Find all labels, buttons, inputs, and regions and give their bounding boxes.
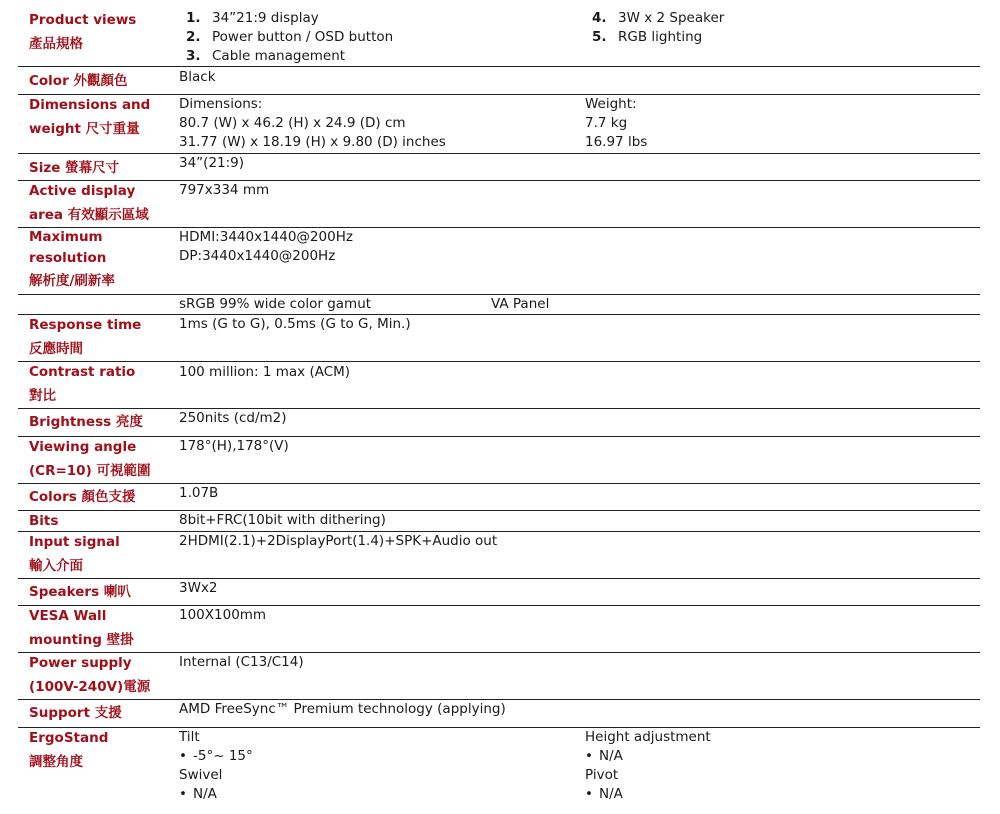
label-zh: 輸入介面 <box>29 558 83 574</box>
label-viewing-angle <box>29 435 179 483</box>
label-line-1: Maximum <box>29 229 103 245</box>
label-zh: 反應時間 <box>29 341 83 357</box>
value-text: 2HDMI(2.1)+2DisplayPort(1.4)+SPK+Audio out <box>179 533 498 549</box>
row-speakers <box>18 579 980 606</box>
pv-item-5 <box>592 28 724 47</box>
value-text: 3Wx2 <box>179 580 218 596</box>
row-power-supply <box>18 653 980 700</box>
value-text: 1ms (G to G), 0.5ms (G to G, Min.) <box>179 316 411 332</box>
label-speakers <box>29 580 179 604</box>
label-en: Input signal <box>29 534 120 550</box>
row-active-area <box>18 181 980 228</box>
height-title: Height adjustment <box>585 729 711 745</box>
row-product-views <box>18 8 980 67</box>
label-text: Size 螢幕尺寸 <box>29 160 120 176</box>
pv-num-4: 4. <box>592 10 607 26</box>
product-views-left <box>186 9 393 66</box>
label-contrast <box>29 360 179 408</box>
pv-text-5: RGB lighting <box>618 29 703 45</box>
value-response-time <box>179 315 411 334</box>
label-en: Product views <box>29 12 137 28</box>
label-ergostand <box>29 726 179 774</box>
row-support <box>18 700 980 728</box>
label-zh: mounting 壁掛 <box>29 632 134 648</box>
dim-cm: 80.7 (W) x 46.2 (H) x 24.9 (D) cm <box>179 115 406 131</box>
value-bits <box>179 511 386 530</box>
row-dimensions <box>18 95 980 154</box>
value-text: 250nits (cd/m2) <box>179 410 287 426</box>
label-active-area <box>29 179 179 227</box>
row-colors <box>18 484 980 511</box>
row-gamut <box>18 295 980 315</box>
label-zh: weight 尺寸重量 <box>29 121 140 137</box>
pv-item-3 <box>186 47 393 66</box>
row-size <box>18 154 980 181</box>
label-line-3: 解析度/刷新率 <box>29 273 115 289</box>
tilt-title: Tilt <box>179 729 200 745</box>
label-en: Response time <box>29 317 142 333</box>
label-text: Color 外觀顏色 <box>29 73 128 89</box>
label-text: Bits <box>29 513 59 529</box>
row-input-signal <box>18 532 980 579</box>
label-support <box>29 701 179 725</box>
value-max-resolution <box>179 228 353 266</box>
row-max-resolution <box>18 228 980 295</box>
bullet: • <box>585 786 593 802</box>
value-dimensions <box>179 95 446 152</box>
label-input-signal <box>29 530 179 578</box>
row-viewing-angle <box>18 437 980 484</box>
label-product-views <box>29 8 179 56</box>
value-power-supply <box>179 653 304 672</box>
value-ergo-left <box>179 728 253 804</box>
label-line-2: resolution <box>29 250 107 266</box>
label-brightness <box>29 410 179 434</box>
value-text: 34”(21:9) <box>179 155 245 171</box>
label-en: ErgoStand <box>29 730 109 746</box>
pv-item-1 <box>186 9 393 28</box>
label-color <box>29 69 179 93</box>
label-en: Contrast ratio <box>29 364 136 380</box>
label-zh: 對比 <box>29 388 56 404</box>
bullet: • <box>179 748 187 764</box>
value-text: 8bit+FRC(10bit with dithering) <box>179 512 386 528</box>
res-dp: DP:3440x1440@200Hz <box>179 248 336 264</box>
tilt-item <box>179 747 253 766</box>
row-bits <box>18 511 980 532</box>
pivot-value: N/A <box>599 786 623 802</box>
value-text: 178°(H),178°(V) <box>179 438 289 454</box>
value-text: 100 million: 1 max (ACM) <box>179 364 351 380</box>
label-size <box>29 156 179 180</box>
label-colors <box>29 485 179 509</box>
pv-num-2: 2. <box>186 29 201 45</box>
value-size <box>179 154 244 173</box>
label-vesa <box>29 604 179 652</box>
value-weight <box>585 95 647 152</box>
product-views-right <box>592 9 724 47</box>
value-viewing-angle <box>179 437 289 456</box>
row-ergostand <box>18 728 980 808</box>
row-color <box>18 67 980 95</box>
label-zh: 產品規格 <box>29 36 83 52</box>
label-zh: (100V-240V)電源 <box>29 679 151 695</box>
value-active-area <box>179 181 269 200</box>
pivot-title: Pivot <box>585 767 619 783</box>
label-zh: (CR=10) 可視範圍 <box>29 463 151 479</box>
value-text: sRGB 99% wide color gamut <box>179 296 372 312</box>
row-contrast <box>18 362 980 409</box>
value-text: Internal (C13/C14) <box>179 654 304 670</box>
weight-title: Weight: <box>585 96 637 112</box>
value-support <box>179 700 506 719</box>
row-brightness <box>18 409 980 437</box>
label-zh: area 有效顯示區域 <box>29 207 149 223</box>
pv-item-4 <box>592 9 724 28</box>
value-text: 797x334 mm <box>179 182 270 198</box>
swivel-value: N/A <box>193 786 217 802</box>
value-brightness <box>179 409 287 428</box>
pv-text-4: 3W x 2 Speaker <box>618 10 725 26</box>
label-en: Active display <box>29 183 136 199</box>
value-input-signal <box>179 532 497 551</box>
pv-text-2: Power button / OSD button <box>212 29 394 45</box>
label-text: Support 支援 <box>29 705 122 721</box>
label-text: Brightness 亮度 <box>29 414 143 430</box>
pv-text-3: Cable management <box>212 48 346 64</box>
value-text: 100X100mm <box>179 607 267 623</box>
value-panel <box>491 295 549 314</box>
weight-kg: 7.7 kg <box>585 115 628 131</box>
bullet: • <box>179 786 187 802</box>
value-gamut <box>179 295 371 314</box>
pv-num-5: 5. <box>592 29 607 45</box>
value-speakers <box>179 579 218 598</box>
height-value: N/A <box>599 748 623 764</box>
swivel-item <box>179 785 253 804</box>
label-en: Dimensions and <box>29 97 151 113</box>
value-vesa <box>179 606 266 625</box>
row-response-time <box>18 315 980 362</box>
dim-in: 31.77 (W) x 18.19 (H) x 9.80 (D) inches <box>179 134 446 150</box>
label-en: VESA Wall <box>29 608 107 624</box>
label-dimensions <box>29 93 179 141</box>
bullet: • <box>585 748 593 764</box>
value-colors <box>179 484 218 503</box>
panel-text: VA Panel <box>491 296 550 312</box>
pv-num-1: 1. <box>186 10 201 26</box>
label-en: Power supply <box>29 655 132 671</box>
pv-item-2 <box>186 28 393 47</box>
pv-text-1: 34”21:9 display <box>212 10 319 26</box>
label-en: Viewing angle <box>29 439 137 455</box>
swivel-title: Swivel <box>179 767 223 783</box>
value-color <box>179 68 216 87</box>
row-vesa <box>18 606 980 653</box>
weight-lbs: 16.97 lbs <box>585 134 648 150</box>
label-text: Speakers 喇叭 <box>29 584 131 600</box>
label-power-supply <box>29 651 179 699</box>
label-text: Colors 顏色支援 <box>29 489 136 505</box>
pivot-item <box>585 785 711 804</box>
height-item <box>585 747 711 766</box>
res-hdmi: HDMI:3440x1440@200Hz <box>179 229 353 245</box>
dim-title: Dimensions: <box>179 96 263 112</box>
label-response-time <box>29 313 179 361</box>
tilt-value: -5°~ 15° <box>193 748 253 764</box>
value-contrast <box>179 363 350 382</box>
pv-num-3: 3. <box>186 48 201 64</box>
value-ergo-right <box>585 728 711 804</box>
label-max-resolution <box>29 227 179 292</box>
value-text: Black <box>179 69 216 85</box>
label-zh: 調整角度 <box>29 754 83 770</box>
value-text: AMD FreeSync™ Premium technology (applying) <box>179 701 506 717</box>
value-text: 1.07B <box>179 485 219 501</box>
